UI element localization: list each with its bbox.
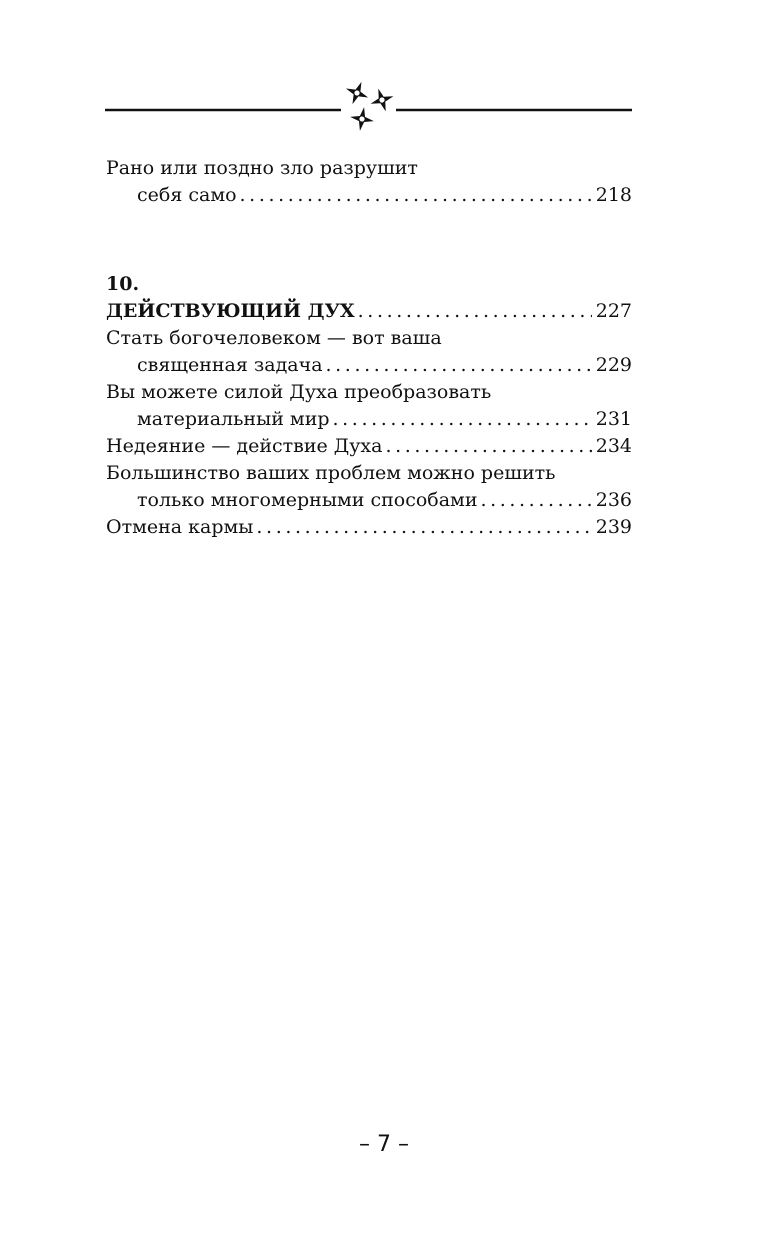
toc-page-number: 236 [595,489,632,511]
toc-entry-text: материальный мир [137,408,330,430]
three-stars-ornament-icon [105,76,632,136]
ornament-star-right [367,85,397,115]
toc-entry-multidimensional-solutions[interactable] [106,460,632,514]
toc-page-number: 239 [595,516,632,538]
toc-entry-leader-line [106,487,632,514]
toc-page-number: 231 [595,408,632,430]
toc-entry-become-godman[interactable] [106,325,632,379]
dot-leader [358,298,592,325]
dot-leader [240,182,592,209]
toc-page-number: 229 [595,354,632,376]
toc-entry-text: Недеяние — действие Духа [106,435,383,457]
chapter-title: ДЕЙСТВУЮЩИЙ ДУХ [106,300,355,322]
toc-entry-text: Отмена кармы [106,516,254,538]
toc-entry-leader-line [106,514,632,541]
dot-leader [333,406,592,433]
chapter-number: 10. [106,273,140,295]
toc-entry-leader-line [106,406,632,433]
page-number-footer: – 7 – [359,1132,409,1157]
section-gap [106,209,632,271]
toc-page-number: 227 [595,300,632,322]
toc-entry-text: священная задача [137,354,323,376]
table-of-contents [106,155,632,541]
dot-leader [480,487,591,514]
toc-entry-karma-cancellation[interactable] [106,514,632,541]
toc-page-number: 218 [595,184,632,206]
toc-entry-evil-destroys-itself[interactable] [106,155,632,209]
toc-entry-line: Рано или поздно зло разрушит [106,157,418,179]
toc-chapter-10[interactable] [106,271,632,325]
toc-entry-line: Вы можете силой Духа преобразовать [106,381,492,403]
toc-entry-line: Большинство ваших проблем можно решить [106,462,556,484]
chapter-title-line [106,298,632,325]
toc-entry-transform-material-world[interactable] [106,379,632,433]
toc-entry-text: себя само [137,184,237,206]
toc-entry-text: только многомерными способами [137,489,478,511]
toc-entry-leader-line [106,182,632,209]
ornament-star-bottom [348,105,376,133]
dot-leader [326,352,592,379]
toc-entry-line: Стать богочеловеком — вот ваша [106,327,442,349]
toc-entry-leader-line [106,352,632,379]
toc-entry-leader-line [106,433,632,460]
dot-leader [256,514,591,541]
toc-entry-non-doing[interactable] [106,433,632,460]
dot-leader [385,433,591,460]
toc-page-number: 234 [595,435,632,457]
ornament-star-top [341,77,372,108]
